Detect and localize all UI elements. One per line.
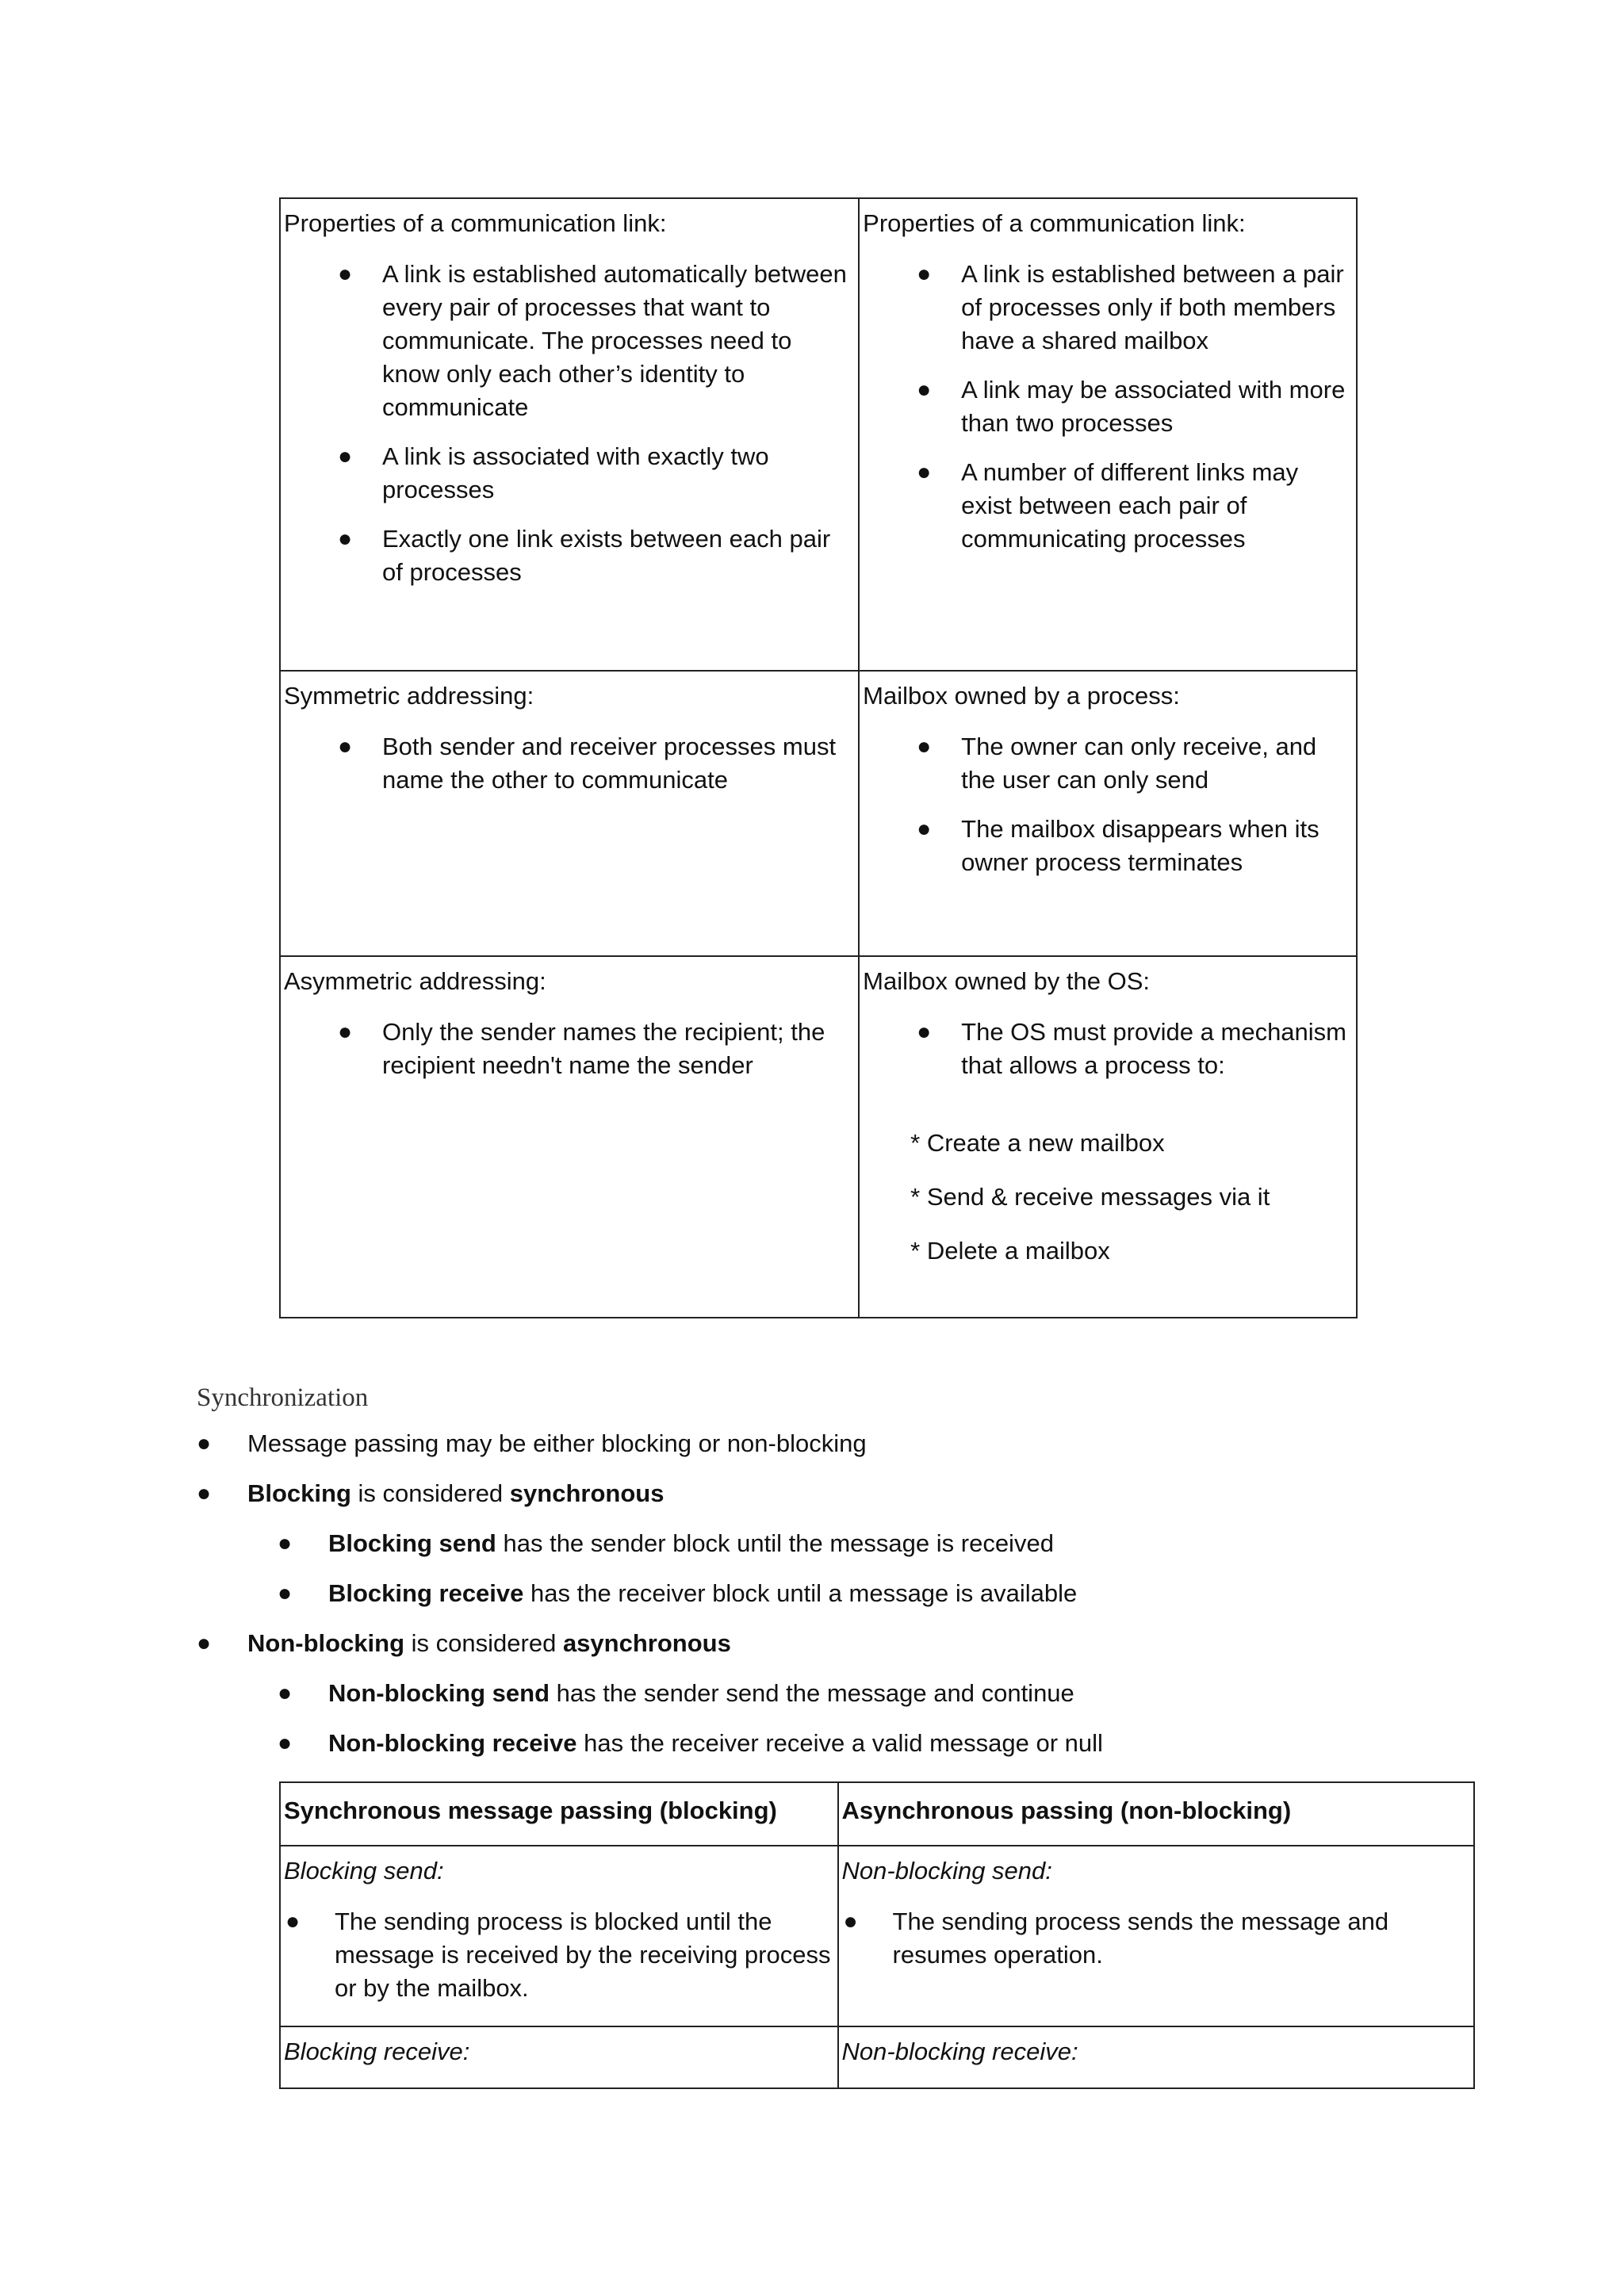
list-item-text: Exactly one link exists between each pair of processes bbox=[382, 525, 831, 586]
list-item-text: Only the sender names the recipient; the recipient needn't name the sender bbox=[382, 1018, 825, 1079]
bullet-icon: ● bbox=[197, 1480, 212, 1506]
bullet-list bbox=[863, 730, 1353, 879]
asymmetric-addressing-cell bbox=[280, 956, 859, 1318]
list-item bbox=[197, 1577, 1505, 1610]
list-item bbox=[863, 373, 1353, 440]
list-item-text: is considered bbox=[404, 1629, 563, 1657]
bullet-icon: ● bbox=[197, 1430, 212, 1456]
direct-link-properties-cell bbox=[280, 198, 859, 671]
list-item bbox=[284, 1905, 834, 2005]
list-item-text: A link is established automatically between every pair of processes that want to communicate. The processes need to know only each other’s identity to communicate bbox=[382, 260, 847, 421]
list-item bbox=[197, 1477, 1505, 1510]
bullet-icon: ● bbox=[338, 526, 353, 552]
bullet-icon: ● bbox=[338, 1019, 353, 1045]
blocking-send-cell bbox=[280, 1846, 838, 2026]
bullet-icon: ● bbox=[278, 1580, 293, 1606]
bold-term: Non-blocking send bbox=[328, 1679, 550, 1707]
list-item bbox=[863, 813, 1353, 879]
list-item bbox=[197, 1427, 1505, 1460]
list-item-text: A number of different links may exist between each pair of communicating processes bbox=[961, 458, 1299, 553]
list-item-text: has the receiver block until a message is available bbox=[523, 1579, 1078, 1607]
list-item-text: The OS must provide a mechanism that allows a process to: bbox=[961, 1018, 1346, 1079]
bold-term: Blocking bbox=[247, 1479, 351, 1507]
list-item bbox=[863, 1016, 1353, 1082]
bullet-icon: ● bbox=[917, 1019, 932, 1045]
list-item-text: The sending process is blocked until the message is received by the receiving process or by the mailbox. bbox=[335, 1908, 831, 2002]
bullet-icon: ● bbox=[278, 1530, 293, 1556]
list-item bbox=[863, 730, 1353, 797]
list-item-text: The owner can only receive, and the user can only send bbox=[961, 733, 1317, 794]
table-row bbox=[280, 956, 1357, 1318]
list-item: * Create a new mailbox bbox=[910, 1129, 1165, 1157]
list-item bbox=[284, 1016, 855, 1082]
non-blocking-send-cell bbox=[838, 1846, 1474, 2026]
mailbox-owned-by-os-cell bbox=[859, 956, 1357, 1318]
bullet-icon: ● bbox=[338, 733, 353, 760]
bullet-icon: ● bbox=[917, 733, 932, 760]
indirect-link-properties-cell bbox=[859, 198, 1357, 671]
list-item-text: has the sender send the message and continue bbox=[550, 1679, 1074, 1707]
bullet-icon: ● bbox=[278, 1680, 293, 1706]
cell-title: Non-blocking send: bbox=[841, 1857, 1052, 1885]
list-item-text: A link is associated with exactly two processes bbox=[382, 442, 769, 503]
table-header-cell: Synchronous message passing (blocking) bbox=[280, 1782, 838, 1846]
bullet-icon: ● bbox=[338, 443, 353, 469]
cell-title: Asymmetric addressing: bbox=[284, 967, 546, 995]
bullet-icon: ● bbox=[843, 1908, 858, 1934]
list-item-text: A link is established between a pair of processes only if both members have a shared mailbox bbox=[961, 260, 1344, 354]
list-item bbox=[197, 1627, 1505, 1660]
bullet-list bbox=[284, 730, 855, 797]
bullet-icon: ● bbox=[917, 261, 932, 287]
bullet-icon: ● bbox=[285, 1908, 301, 1934]
cell-title: Properties of a communication link: bbox=[863, 209, 1246, 237]
cell-title: Mailbox owned by a process: bbox=[863, 682, 1180, 710]
cell-title: Properties of a communication link: bbox=[284, 209, 667, 237]
cell-title: Blocking receive: bbox=[284, 2038, 470, 2065]
table-header-cell: Asynchronous passing (non-blocking) bbox=[838, 1782, 1474, 1846]
bullet-icon: ● bbox=[917, 816, 932, 842]
bold-term: asynchronous bbox=[562, 1629, 731, 1657]
bullet-list bbox=[284, 258, 855, 589]
list-item bbox=[284, 522, 855, 589]
synchronization-list bbox=[197, 1427, 1505, 1777]
bold-term: Non-blocking bbox=[247, 1629, 405, 1657]
cell-title: Symmetric addressing: bbox=[284, 682, 534, 710]
symmetric-addressing-cell bbox=[280, 671, 859, 956]
list-item-text: The sending process sends the message and resumes operation. bbox=[892, 1908, 1389, 1969]
list-item-text: The mailbox disappears when its owner process terminates bbox=[961, 815, 1320, 876]
list-item bbox=[284, 440, 855, 507]
table-row bbox=[280, 2026, 1474, 2088]
bullet-list bbox=[863, 258, 1353, 556]
bullet-list bbox=[863, 1016, 1353, 1082]
list-item-text: has the sender block until the message is received bbox=[496, 1529, 1054, 1557]
list-item-text: has the receiver receive a valid message or null bbox=[576, 1729, 1103, 1757]
bold-term: Blocking receive bbox=[328, 1579, 524, 1607]
list-item-text: Both sender and receiver processes must name the other to communicate bbox=[382, 733, 837, 794]
bullet-icon: ● bbox=[278, 1730, 293, 1756]
table-row bbox=[280, 1846, 1474, 2026]
list-item bbox=[197, 1527, 1505, 1560]
bold-term: Non-blocking receive bbox=[328, 1729, 577, 1757]
section-heading: Synchronization bbox=[197, 1383, 369, 1412]
list-item bbox=[842, 1905, 1470, 1972]
mailbox-owned-by-process-cell bbox=[859, 671, 1357, 956]
cell-title: Blocking send: bbox=[284, 1857, 444, 1885]
list-item: * Delete a mailbox bbox=[910, 1237, 1110, 1265]
list-item bbox=[197, 1727, 1505, 1760]
bullet-icon: ● bbox=[917, 459, 932, 485]
table-header-row bbox=[280, 1782, 1474, 1846]
table-row bbox=[280, 198, 1357, 671]
list-item: * Send & receive messages via it bbox=[910, 1183, 1270, 1211]
cell-title: Mailbox owned by the OS: bbox=[863, 967, 1150, 995]
blocking-receive-cell bbox=[280, 2026, 838, 2088]
list-item bbox=[197, 1677, 1505, 1710]
mailbox-operations-list bbox=[863, 1127, 1353, 1268]
bullet-list bbox=[284, 1905, 834, 2005]
link-properties-table bbox=[279, 197, 1358, 1318]
list-item-text: is considered bbox=[350, 1479, 510, 1507]
bold-term: Blocking send bbox=[328, 1529, 496, 1557]
table-row bbox=[280, 671, 1357, 956]
bullet-icon: ● bbox=[917, 377, 932, 403]
list-item bbox=[284, 730, 855, 797]
message-passing-table bbox=[279, 1781, 1475, 2089]
list-item bbox=[863, 456, 1353, 556]
bold-term: synchronous bbox=[509, 1479, 665, 1507]
cell-title: Non-blocking receive: bbox=[841, 2038, 1078, 2065]
bullet-list bbox=[842, 1905, 1470, 1972]
list-item bbox=[284, 258, 855, 424]
bullet-list bbox=[284, 1016, 855, 1082]
list-item bbox=[863, 258, 1353, 358]
list-item-text: Message passing may be either blocking or non-blocking bbox=[247, 1429, 867, 1457]
bullet-icon: ● bbox=[338, 261, 353, 287]
bullet-icon: ● bbox=[197, 1630, 212, 1656]
list-item-text: A link may be associated with more than two processes bbox=[961, 376, 1346, 437]
non-blocking-receive-cell bbox=[838, 2026, 1474, 2088]
